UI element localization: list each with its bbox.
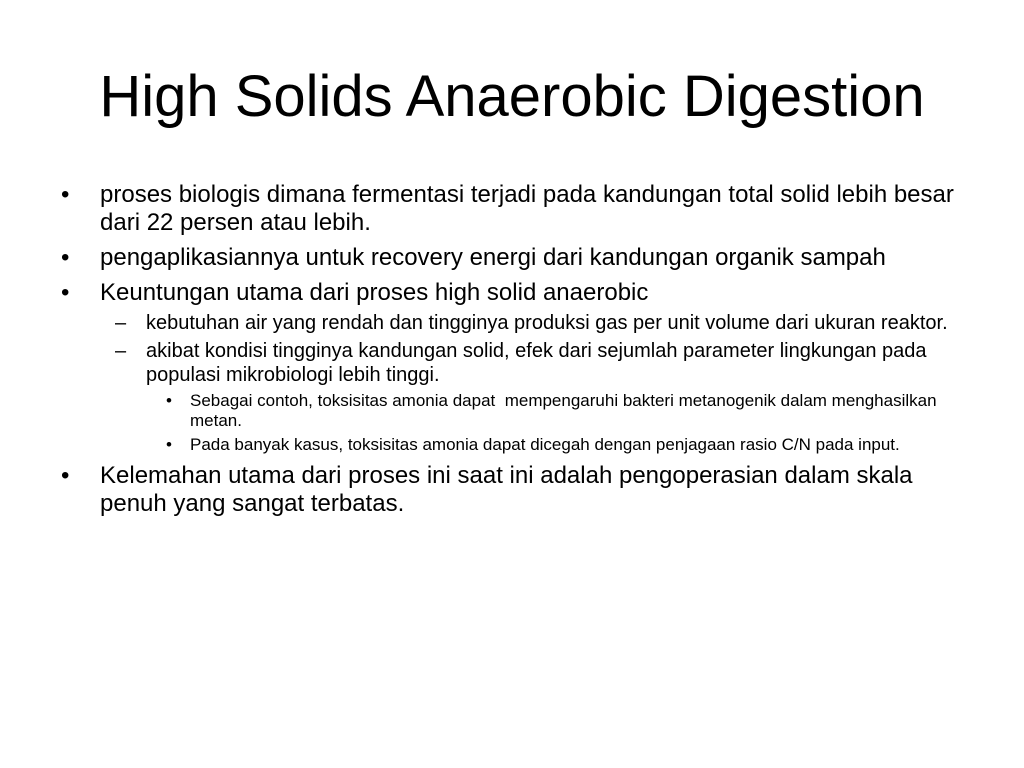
bullet-text: Keuntungan utama dari proses high solid anaerobic [100, 279, 649, 306]
bullet-text: Kelemahan utama dari proses ini saat ini adalah pengoperasian dalam skala penuh yang sangat terbatas. [100, 462, 913, 517]
slide-title: High Solids Anaerobic Digestion [99, 64, 925, 129]
bullet-list [56, 181, 966, 518]
bullet-item [56, 181, 966, 237]
bullet-marker: • [61, 244, 70, 271]
bullet-item [56, 279, 966, 307]
bullet-marker: • [61, 279, 70, 306]
dash-marker: – [115, 312, 127, 334]
sub-sub-bullet-item [56, 435, 966, 455]
sub-sub-bullet-item [56, 391, 966, 431]
sub-sub-bullet-text: Sebagai contoh, toksisitas amonia dapat mempengaruhi bakteri metanogenik dalam menghasilkan metan. [190, 391, 942, 430]
sub-sub-bullet-text: Pada banyak kasus, toksisitas amonia dapat dicegah dengan penjagaan rasio C/N pada input. [190, 435, 900, 454]
sub-bullet-text: akibat kondisi tingginya kandungan solid, efek dari sejumlah parameter lingkungan pada populasi mikrobiologi lebih tinggi. [146, 340, 927, 386]
bullet-text: pengaplikasiannya untuk recovery energi dari kandungan organik sampah [100, 244, 886, 271]
sub-bullet-item [56, 311, 966, 335]
bullet-marker: • [61, 181, 70, 208]
bullet-item [56, 462, 966, 518]
bullet-marker: • [166, 435, 172, 454]
bullet-item [56, 244, 966, 272]
dash-marker: – [115, 340, 127, 362]
sub-bullet-text: kebutuhan air yang rendah dan tingginya produksi gas per unit volume dari ukuran reaktor. [146, 312, 948, 334]
sub-bullet-item [56, 339, 966, 387]
bullet-text: proses biologis dimana fermentasi terjadi pada kandungan total solid lebih besar dari 22 persen atau lebih. [100, 181, 954, 236]
bullet-marker: • [61, 462, 70, 489]
bullet-marker: • [166, 391, 172, 410]
